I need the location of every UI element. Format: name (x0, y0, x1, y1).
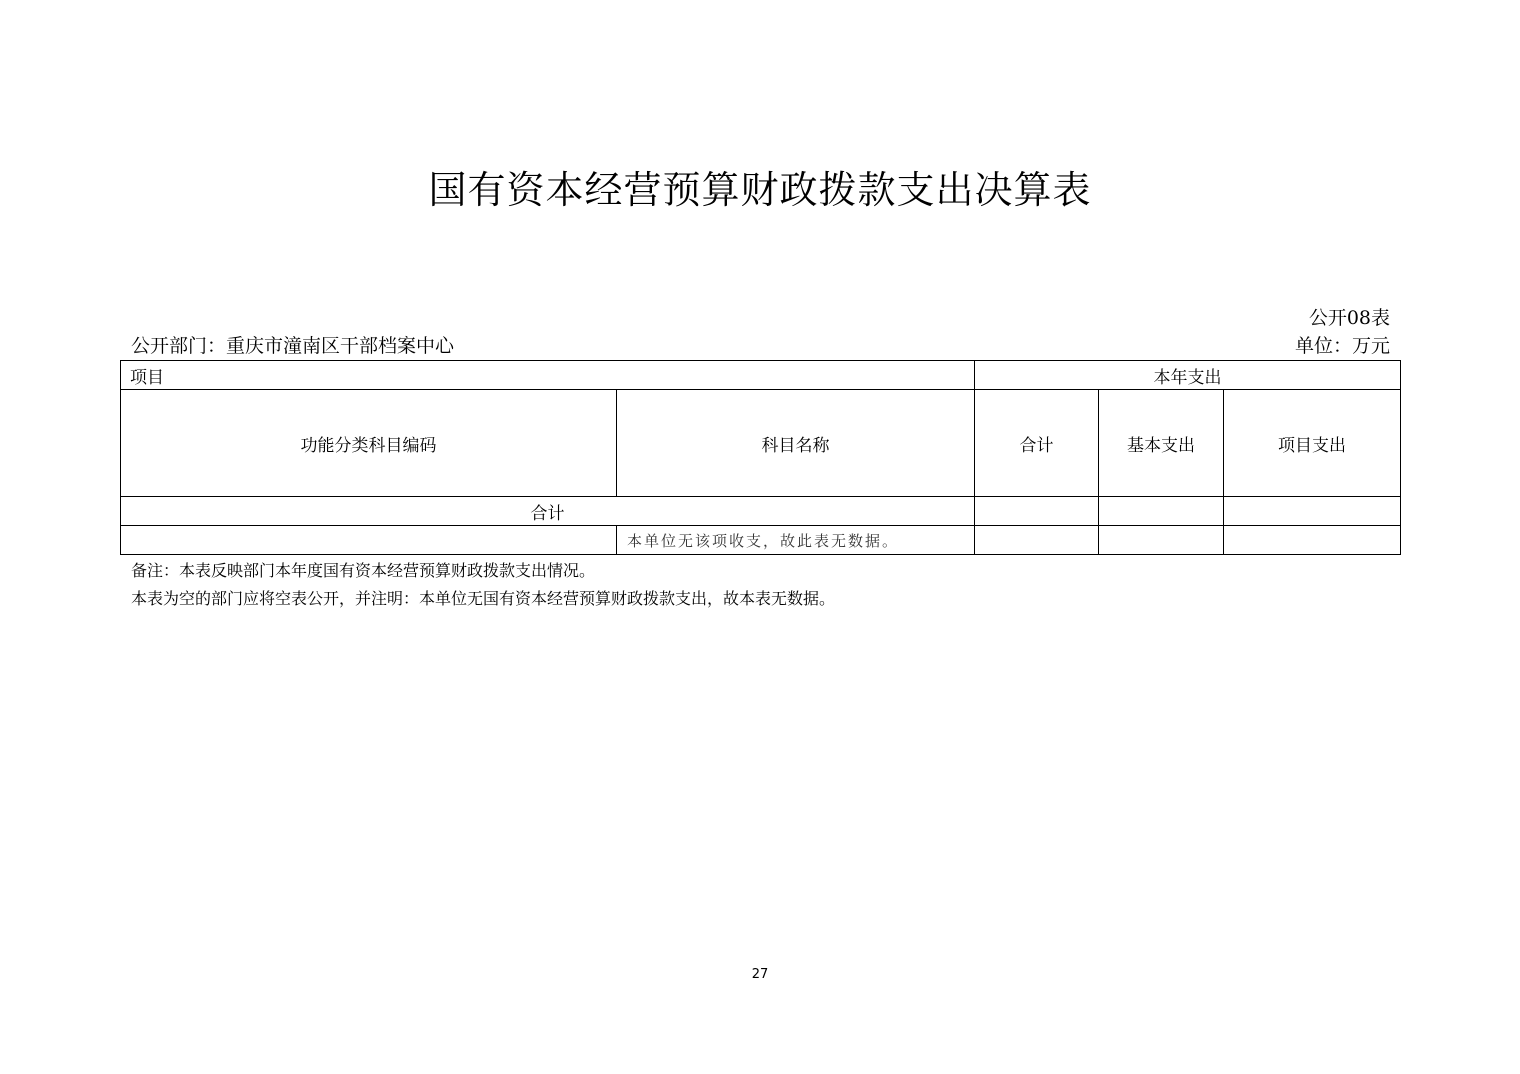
project-cell (1224, 526, 1401, 555)
code-cell (121, 526, 617, 555)
department-label: 公开部门：重庆市潼南区干部档案中心 (131, 335, 455, 357)
expenditure-table (120, 360, 1401, 555)
remark-line-1: 备注：本表反映部门本年度国有资本经营预算财政拨款支出情况。 (131, 561, 596, 580)
remark-line-2: 本表为空的部门应将空表公开，并注明：本单位无国有资本经营预算财政拨款支出，故本表无数据。 (131, 589, 836, 608)
table-row (121, 526, 1401, 555)
page-title: 国有资本经营预算财政拨款支出决算表 (428, 168, 1092, 212)
col-project: 项目支出 (1224, 390, 1401, 497)
basic-cell (1099, 497, 1224, 526)
total-cell (975, 526, 1099, 555)
col-name: 科目名称 (617, 390, 975, 497)
table-subheader-row (121, 390, 1401, 497)
table-header-row (121, 361, 1401, 390)
header-project: 项目 (121, 361, 975, 390)
basic-cell (1099, 526, 1224, 555)
table-total-row (121, 497, 1401, 526)
total-cell (975, 497, 1099, 526)
table-number: 公开08表 (1308, 307, 1390, 329)
row-total-label: 合计 (121, 497, 975, 526)
col-code: 功能分类科目编码 (121, 390, 617, 497)
empty-message: 本单位无该项收支，故此表无数据。 (617, 526, 975, 555)
col-basic: 基本支出 (1099, 390, 1224, 497)
unit-label: 单位：万元 (1294, 335, 1390, 357)
col-total: 合计 (975, 390, 1099, 497)
page-number: 27 (751, 967, 769, 982)
project-cell (1224, 497, 1401, 526)
header-current-year: 本年支出 (975, 361, 1401, 390)
